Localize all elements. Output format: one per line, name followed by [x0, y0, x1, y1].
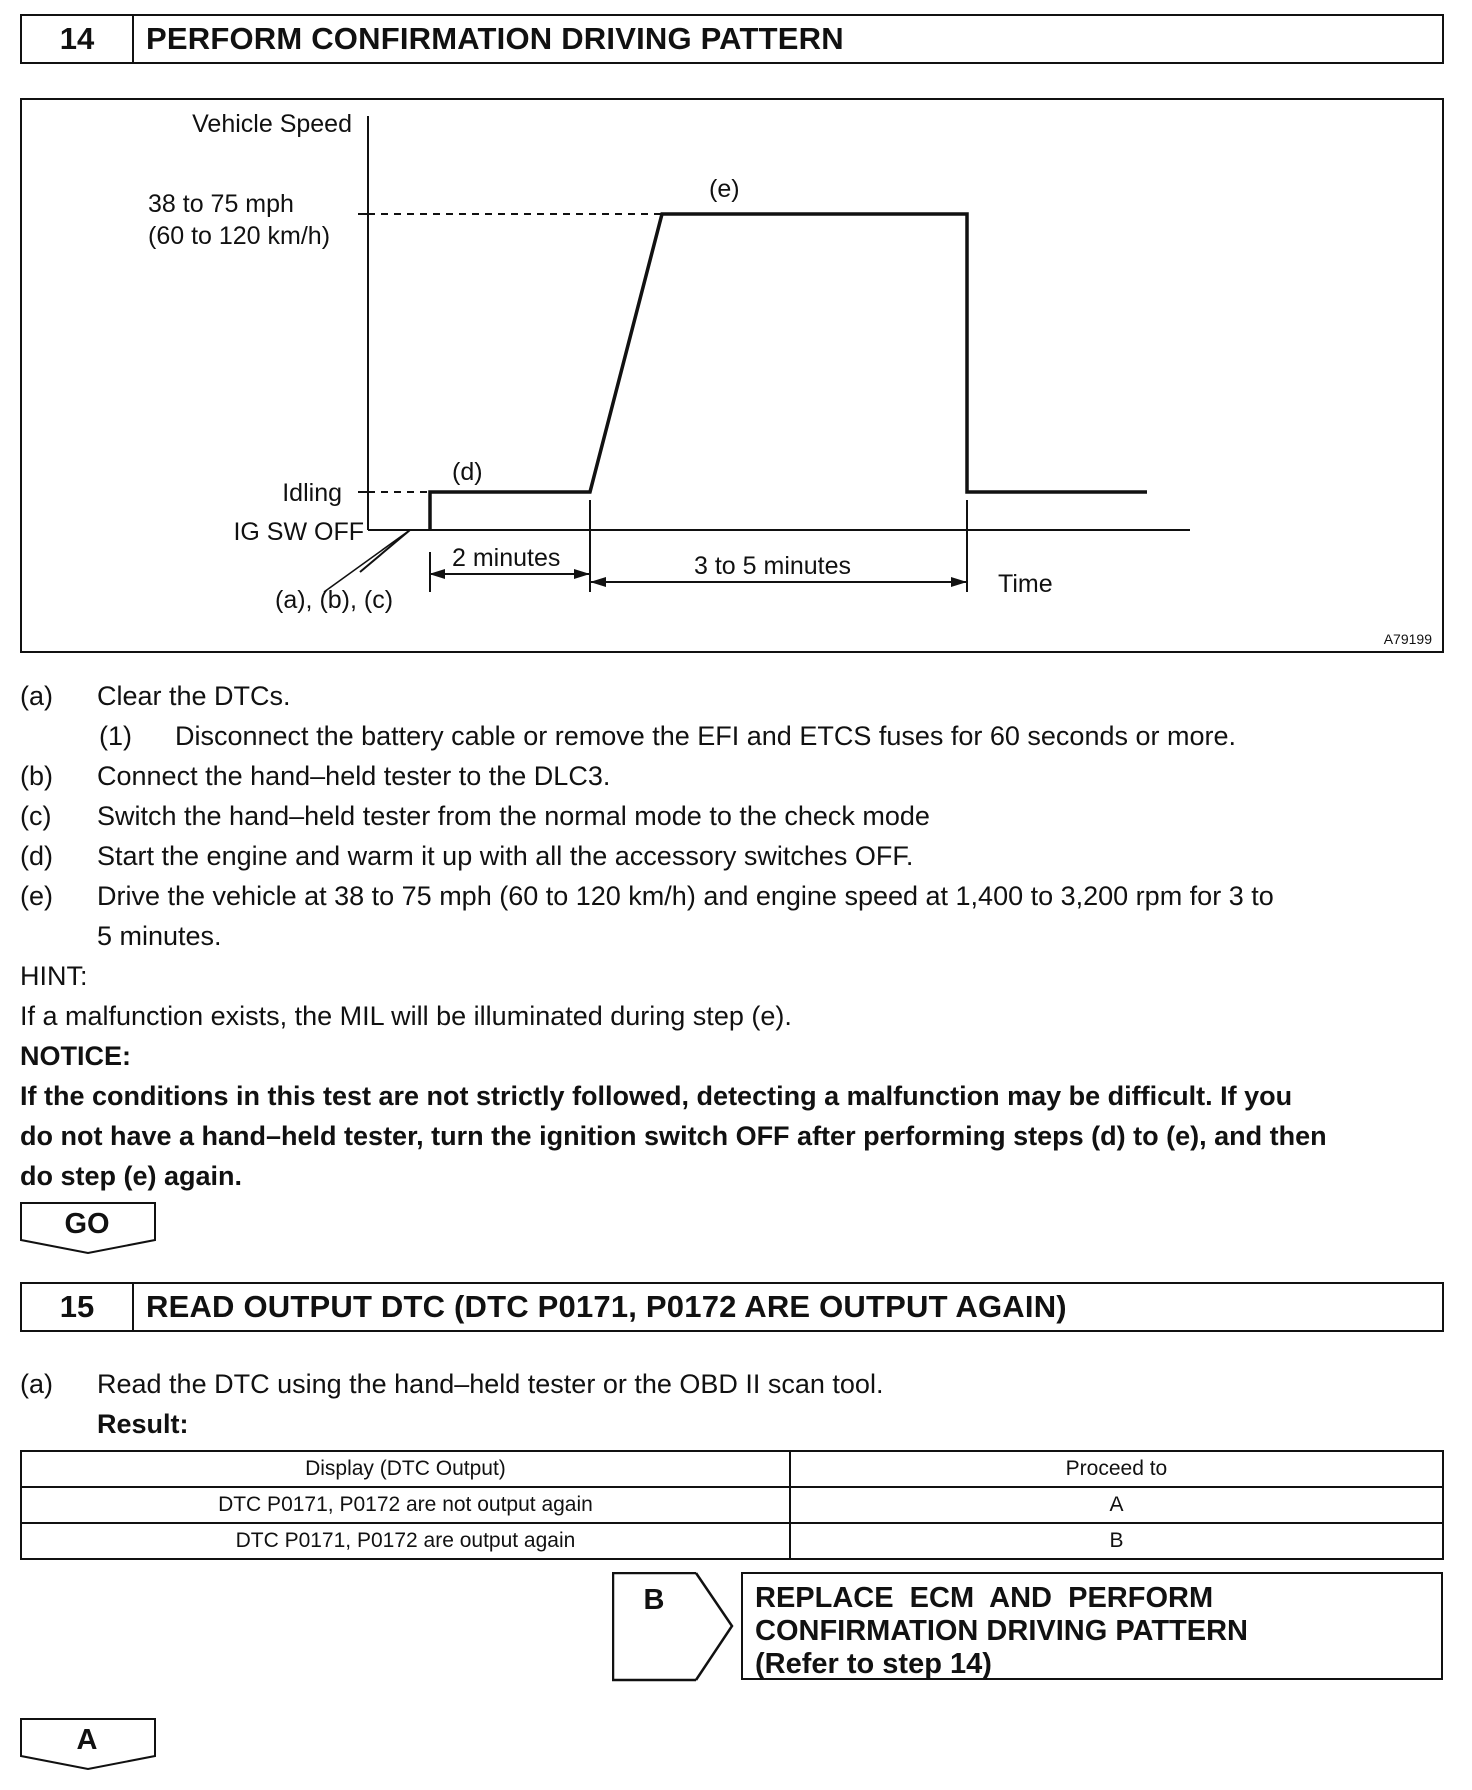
duration-label-1: 2 minutes: [452, 544, 561, 572]
notice-line-3: do step (e) again.: [20, 1161, 243, 1191]
hint-label: HINT:: [20, 961, 88, 991]
step-d-label: (d): [20, 841, 53, 871]
table-header-row: [21, 1451, 1443, 1487]
step-title: PERFORM CONFIRMATION DRIVING PATTERN: [146, 21, 844, 56]
branch-a-badge: [20, 1718, 156, 1770]
step-d-text: Start the engine and warm it up with all the accessory switches OFF.: [97, 841, 914, 871]
table-cell: DTC P0171, P0172 are not output again: [21, 1487, 790, 1523]
result-table: [20, 1450, 1444, 1560]
step-14-header: [20, 14, 1444, 64]
table-cell: A: [790, 1487, 1443, 1523]
table-row: [21, 1487, 1443, 1523]
table-header: Proceed to: [790, 1451, 1443, 1487]
table-cell: B: [790, 1523, 1443, 1559]
step-a-label: (a): [20, 681, 53, 711]
result-label-text: Result:: [97, 1409, 189, 1439]
phase-e-label: (e): [709, 175, 740, 203]
step15-a-text: Read the DTC using the hand–held tester or the OBD II scan tool.: [97, 1369, 884, 1399]
start-phase-label: (a), (b), (c): [275, 586, 394, 614]
speed-level-kmh-label: (60 to 120 km/h): [148, 222, 331, 250]
hint-text: If a malfunction exists, the MIL will be illuminated during step (e).: [20, 1001, 792, 1031]
speed-level-label: 38 to 75 mph: [148, 190, 294, 218]
table-cell: DTC P0171, P0172 are output again: [21, 1523, 790, 1559]
notice-line-2: do not have a hand–held tester, turn the ignition switch OFF after performing steps (d) to (e), and then: [20, 1121, 1327, 1151]
step15-a-label: (a): [20, 1369, 53, 1399]
phase-d-label: (d): [452, 458, 483, 486]
step-number: 14: [22, 16, 134, 62]
step-e-text-1: Drive the vehicle at 38 to 75 mph (60 to 120 km/h) and engine speed at 1,400 to 3,200 rpm for 3 to: [97, 881, 1274, 911]
step-e-text-2: 5 minutes.: [97, 921, 222, 951]
notice-label: NOTICE:: [20, 1041, 131, 1071]
step-b-text: Connect the hand–held tester to the DLC3.: [97, 761, 611, 791]
step-a-text: Clear the DTCs.: [97, 681, 291, 711]
step-15-header: [20, 1282, 1444, 1332]
driving-pattern-diagram: [20, 98, 1444, 653]
branch-b-line-2: CONFIRMATION DRIVING PATTERN: [755, 1615, 1248, 1647]
x-axis-label: Time: [998, 570, 1053, 598]
branch-b-action-box: [741, 1572, 1443, 1680]
figure-id: A79199: [1383, 631, 1432, 647]
branch-b-label: B: [643, 1584, 665, 1616]
step-c-label: (c): [20, 801, 52, 831]
y-axis-label: Vehicle Speed: [192, 110, 352, 138]
idle-level-label: Idling: [282, 479, 342, 507]
branch-a-label: A: [76, 1724, 98, 1756]
off-level-label: IG SW OFF: [233, 518, 364, 546]
go-badge: [20, 1202, 156, 1254]
table-header: Display (DTC Output): [21, 1451, 790, 1487]
branch-b-tag: [612, 1572, 738, 1682]
notice-line-1: If the conditions in this test are not strictly followed, detecting a malfunction may be difficult. If you: [20, 1081, 1293, 1111]
step-a1-label: (1): [99, 721, 132, 751]
step-e-label: (e): [20, 881, 53, 911]
speed-profile-line: [430, 214, 1147, 530]
step-c-text: Switch the hand–held tester from the normal mode to the check mode: [97, 801, 930, 831]
step-a1-text: Disconnect the battery cable or remove the EFI and ETCS fuses for 60 seconds or more.: [175, 721, 1237, 751]
step-number: 15: [22, 1284, 134, 1330]
duration-label-2: 3 to 5 minutes: [694, 552, 852, 580]
go-label: GO: [64, 1208, 110, 1240]
branch-b-line-3: (Refer to step 14): [755, 1648, 992, 1680]
driving-pattern-chart: [22, 100, 1442, 651]
branch-b-line-1: REPLACE ECM AND PERFORM: [755, 1582, 1214, 1614]
step-title: READ OUTPUT DTC (DTC P0171, P0172 ARE OUTPUT AGAIN): [146, 1289, 1067, 1324]
table-row: [21, 1523, 1443, 1559]
step-b-label: (b): [20, 761, 53, 791]
